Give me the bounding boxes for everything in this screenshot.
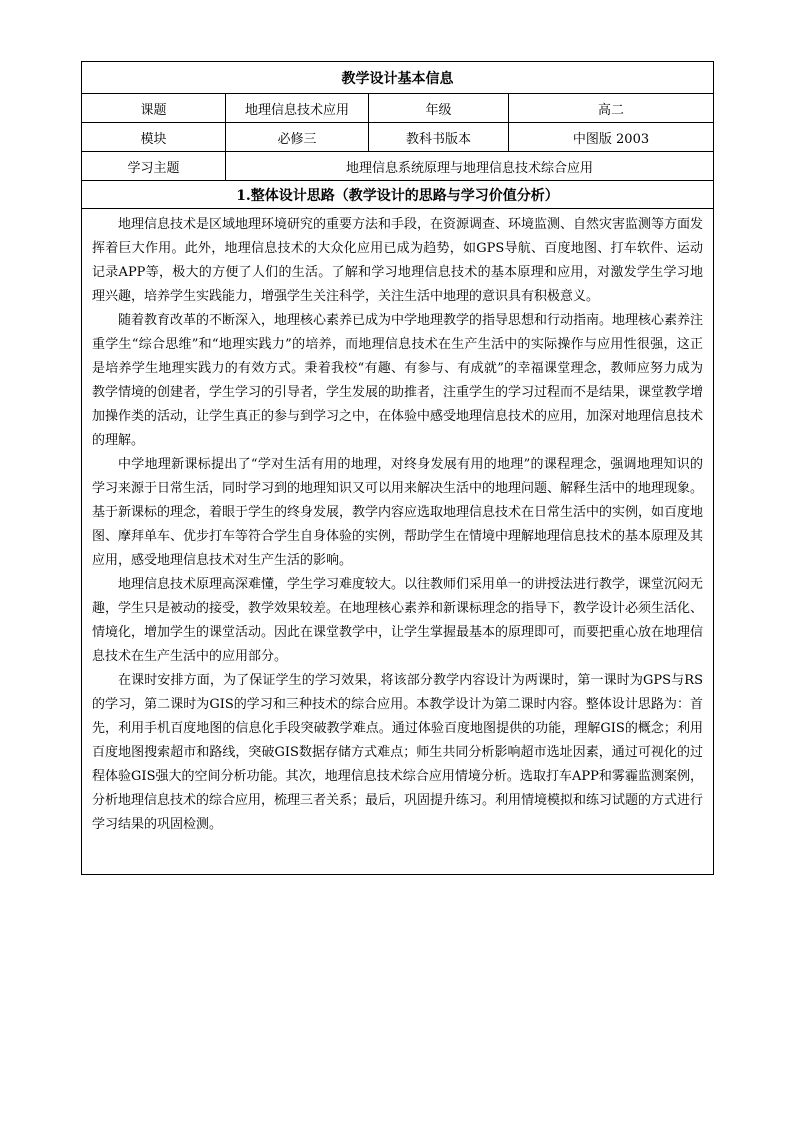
paragraph: 地理信息技术原理高深难懂，学生学习难度较大。以往教师们采用单一的讲授法进行教学，课堂沉闷无趣，学生只是被动的接受，教学效果较差。在地理核心素养和新课标理念的指导下，教学设计必须生活化、情境化，增加学生的课堂活动。因此在课堂教学中，让学生掌握最基本的原理即可，而要把重心放在地理信息技术在生产生活中的应用部分。 (92, 577, 704, 664)
value-cell: 必修三 (226, 123, 369, 152)
paragraph: 在课时安排方面，为了保证学生的学习效果，将该部分教学内容设计为两课时，第一课时为GPS与RS的学习，第二课时为GIS的学习和三种技术的综合应用。本教学设计为第二课时内容。整体设计思路为：首先，利用手机百度地图的信息化手段突破教学难点。通过体验百度地图提供的功能，理解GIS的概念；利用百度地图搜索超市和路线，突破GIS数据存储方式难点；师生共同分析影响超市选址因素，通过可视化的过程体验GIS强大的空间分析功能。其次，地理信息技术综合应用情境分析。选取打车APP和雾霾监测案例，分析地理信息技术的综合应用，梳理三者关系；最后，巩固提升练习。利用情境模拟和练习试题的方式进行学习结果的巩固检测。 (92, 673, 704, 832)
section-heading: 1.整体设计思路（教学设计的思路与学习价值分析） (82, 181, 714, 209)
paragraph: 中学地理新课标提出了“学对生活有用的地理，对终身发展有用的地理”的课程理念，强调地理知识的学习来源于日常生活，同时学习到的地理知识又可以用来解决生活中的地理问题、解释生活中的地理现象。基于新课标的理念，着眼于学生的终身发展，教学内容应选取地理信息技术在日常生活中的实例，如百度地图、摩拜单车、优步打车等符合学生自身体验的实例，帮助学生在情境中理解地理信息技术的基本原理及其应用，感受地理信息技术对生产生活的影响。 (92, 457, 704, 568)
label-cell: 模块 (82, 123, 226, 152)
table-row (82, 94, 714, 123)
table-title: 教学设计基本信息 (82, 62, 714, 94)
label-cell: 课题 (82, 94, 226, 123)
value-cell: 高二 (509, 94, 714, 123)
label-cell: 教科书版本 (369, 123, 509, 152)
label-cell: 年级 (369, 94, 509, 123)
topic-label: 学习主题 (82, 152, 226, 181)
table-row (82, 123, 714, 152)
value-cell: 地理信息技术应用 (226, 94, 369, 123)
table-title-row (82, 62, 714, 94)
section-body-row (82, 209, 714, 875)
topic-value: 地理信息系统原理与地理信息技术综合应用 (226, 152, 714, 181)
body-text (82, 209, 713, 837)
section-heading-row (82, 181, 714, 209)
lesson-info-table (81, 61, 714, 875)
topic-row (82, 152, 714, 181)
value-cell: 中图版 2003 (509, 123, 714, 152)
section-body-cell (82, 209, 714, 875)
paragraph: 地理信息技术是区域地理环境研究的重要方法和手段，在资源调查、环境监测、自然灾害监测等方面发挥着巨大作用。此外，地理信息技术的大众化应用已成为趋势，如GPS导航、百度地图、打车软件、运动记录APP等，极大的方便了人们的生活。了解和学习地理信息技术的基本原理和应用，对激发学生学习地理兴趣，培养学生实践能力，增强学生关注科学，关注生活中地理的意识具有积极意义。 (92, 217, 704, 304)
paragraph: 随着教育改革的不断深入，地理核心素养已成为中学地理教学的指导思想和行动指南。地理核心素养注重学生“综合思维”和“地理实践力”的培养，而地理信息技术在生产生活中的实际操作与应用性很强，这正是培养学生地理实践力的有效方式。秉着我校“有趣、有参与、有成就”的幸福课堂理念，教师应努力成为教学情境的创建者，学生学习的引导者，学生发展的助推者，注重学生的学习过程而不是结果，课堂教学增加操作类的活动，让学生真正的参与到学习之中，在体验中感受地理信息技术的应用，加深对地理信息技术的理解。 (92, 313, 704, 448)
